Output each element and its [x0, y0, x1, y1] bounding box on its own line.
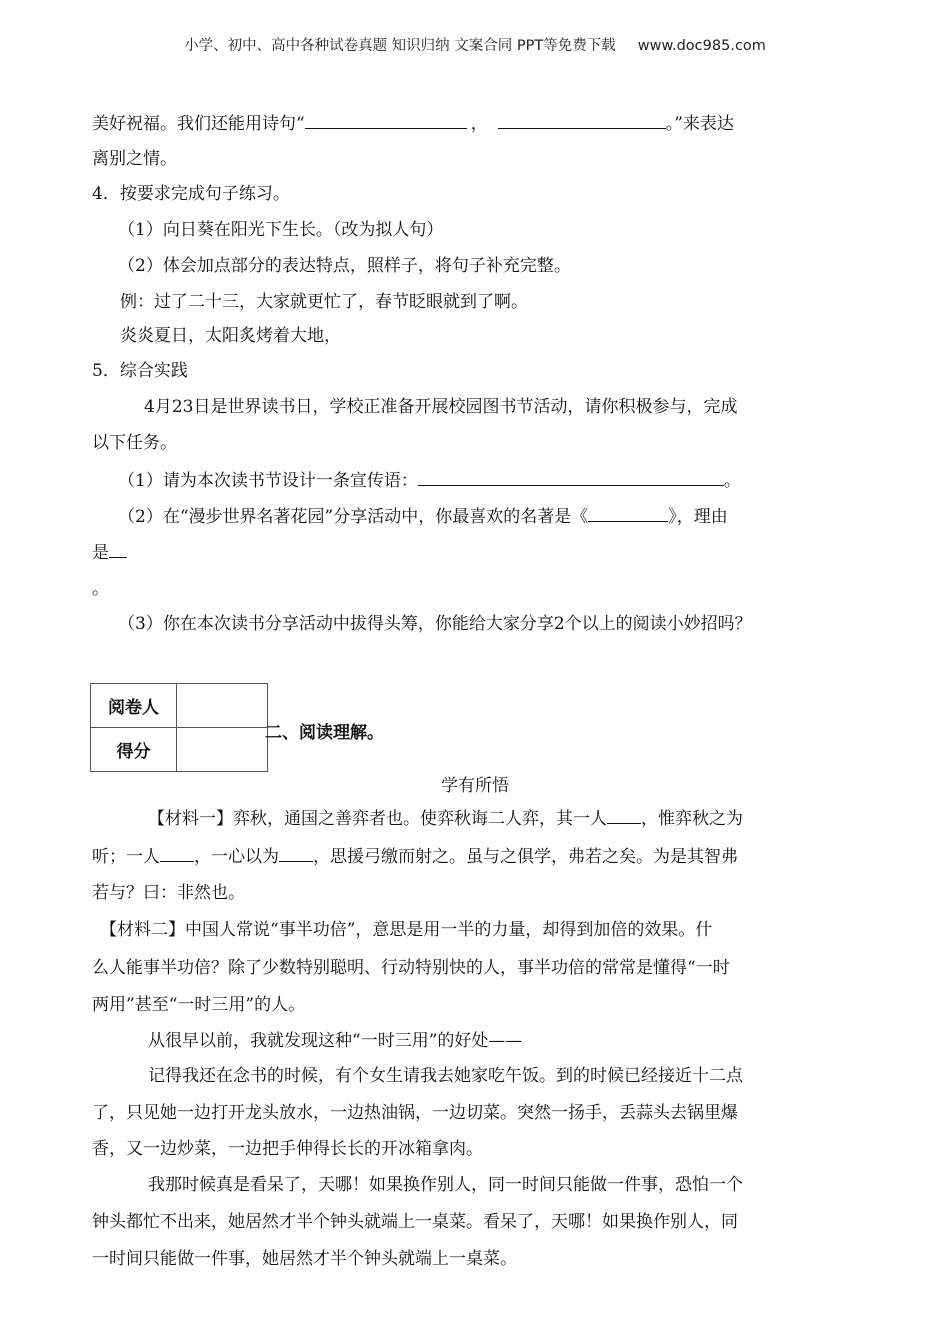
q5-task-2-shi: 是 — [92, 543, 109, 563]
material-1-line-2 — [92, 845, 738, 868]
paragraph-3-line-1: 记得我还在念书的时候，有个女生请我去她家吃午饭。到的时候已经接近十二点 — [148, 1066, 743, 1086]
q5-task-2-reason: 》，理由 — [668, 507, 728, 527]
material-1-line-1 — [148, 807, 743, 830]
m1-blank-2[interactable] — [160, 845, 194, 862]
material-1-text-d: ，一心以为 — [194, 847, 279, 867]
material-1-text-e: ，思援弓缴而射之。虽与之俱学，弗若之矣。为是其智弗 — [313, 847, 738, 867]
slogan-blank[interactable] — [418, 469, 724, 486]
q5-task-1-text: （1）请为本次读书节设计一条宣传语： — [118, 471, 418, 491]
q4-item-2: （2）体会加点部分的表达特点，照样子，将句子补充完整。 — [118, 256, 571, 276]
material-1-text-c: 听；一人 — [92, 847, 160, 867]
book-title-blank[interactable] — [588, 505, 668, 522]
score-cell[interactable] — [177, 728, 268, 772]
material-2-line-3: 两用”甚至“一时三用”的人。 — [92, 995, 306, 1015]
q3-text-b: ， — [470, 114, 488, 134]
reviewer-label: 阅卷人 — [91, 684, 177, 728]
paragraph-4-line-3: 一时间只能做一件事，她居然才半个钟头就端上一桌菜。 — [92, 1249, 517, 1269]
material-2-line-1: 【材料二】中国人常说“事半功倍”，意思是用一半的力量，却得到加倍的效果。什 — [100, 920, 713, 940]
reason-blank[interactable] — [109, 541, 127, 558]
paragraph-4-line-2: 钟头都忙不出来，她居然才半个钟头就端上一桌菜。看呆了，天哪！如果换作别人，同 — [92, 1212, 738, 1232]
material-2-line-2: 么人能事半功倍？除了少数特别聪明、行动特别快的人，事半功倍的常常是懂得“一时 — [92, 958, 730, 978]
answer-blank-1[interactable] — [305, 112, 467, 129]
q5-task-2 — [118, 505, 728, 528]
q5-heading: 5．综合实践 — [92, 361, 188, 381]
q5-intro-2: 以下任务。 — [92, 433, 177, 453]
score-label: 得分 — [91, 728, 177, 772]
paragraph-4-line-1: 我那时候真是看呆了，天哪！如果换作别人，同一时间只能做一件事，恐怕一个 — [148, 1175, 743, 1195]
material-1-text-a: 【材料一】弈秋，通国之善弈者也。使弈秋诲二人弈，其一人 — [148, 809, 607, 829]
q3-line-2: 离别之情。 — [92, 149, 177, 169]
q5-task-1-end: 。 — [723, 471, 741, 491]
header-url[interactable]: www.doc985.com — [637, 38, 766, 54]
answer-blank-2[interactable] — [498, 112, 666, 129]
q5-task-2-text: （2）在“漫步世界名著花园”分享活动中，你最喜欢的名著是《 — [118, 507, 589, 527]
material-1-line-3: 若与？曰：非然也。 — [92, 883, 245, 903]
q4-prompt: 炎炎夏日，太阳炙烤着大地， — [120, 326, 341, 346]
q4-heading: 4．按要求完成句子练习。 — [92, 184, 290, 204]
score-table — [90, 683, 268, 772]
reading-title: 学有所悟 — [441, 776, 509, 796]
q4-item-1: （1）向日葵在阳光下生长。（改为拟人句） — [118, 220, 444, 240]
q3-text-c: 。”来表达 — [665, 114, 734, 134]
q4-example: 例：过了二十三，大家就更忙了，春节眨眼就到了啊。 — [120, 292, 528, 312]
paragraph-3-line-2: 了，只见她一边打开龙头放水，一边热油锅，一边切菜。突然一扬手，丢蒜头去锅里爆 — [92, 1103, 738, 1123]
q3-text-a: 美好祝福。我们还能用诗句“ — [92, 114, 305, 134]
paragraph-2: 从很早以前，我就发现这种“一时三用”的好处—— — [148, 1031, 523, 1051]
q5-intro-1: 4月23日是世界读书日，学校正准备开展校园图书节活动，请你积极参与，完成 — [144, 397, 738, 417]
reviewer-cell[interactable] — [177, 684, 268, 728]
q5-task-3: （3）你在本次读书分享活动中拔得头筹，你能给大家分享2个以上的阅读小妙招吗？ — [118, 614, 752, 634]
q5-task-2-end: 。 — [92, 579, 109, 599]
q5-task-1 — [118, 469, 741, 492]
header-text: 小学、初中、高中各种试卷真题 知识归纳 文案合同 PPT等免费下载 — [184, 38, 616, 54]
m1-blank-3[interactable] — [279, 845, 313, 862]
q5-task-2-line-2 — [92, 541, 127, 564]
q3-line-1 — [92, 112, 734, 135]
section-2-heading: 二、阅读理解。 — [265, 723, 384, 743]
material-1-text-b: ，惟弈秋之为 — [641, 809, 743, 829]
page-header — [0, 34, 950, 55]
paragraph-3-line-3: 香，又一边炒菜，一边把手伸得长长的开冰箱拿肉。 — [92, 1139, 483, 1159]
m1-blank-1[interactable] — [607, 807, 641, 824]
